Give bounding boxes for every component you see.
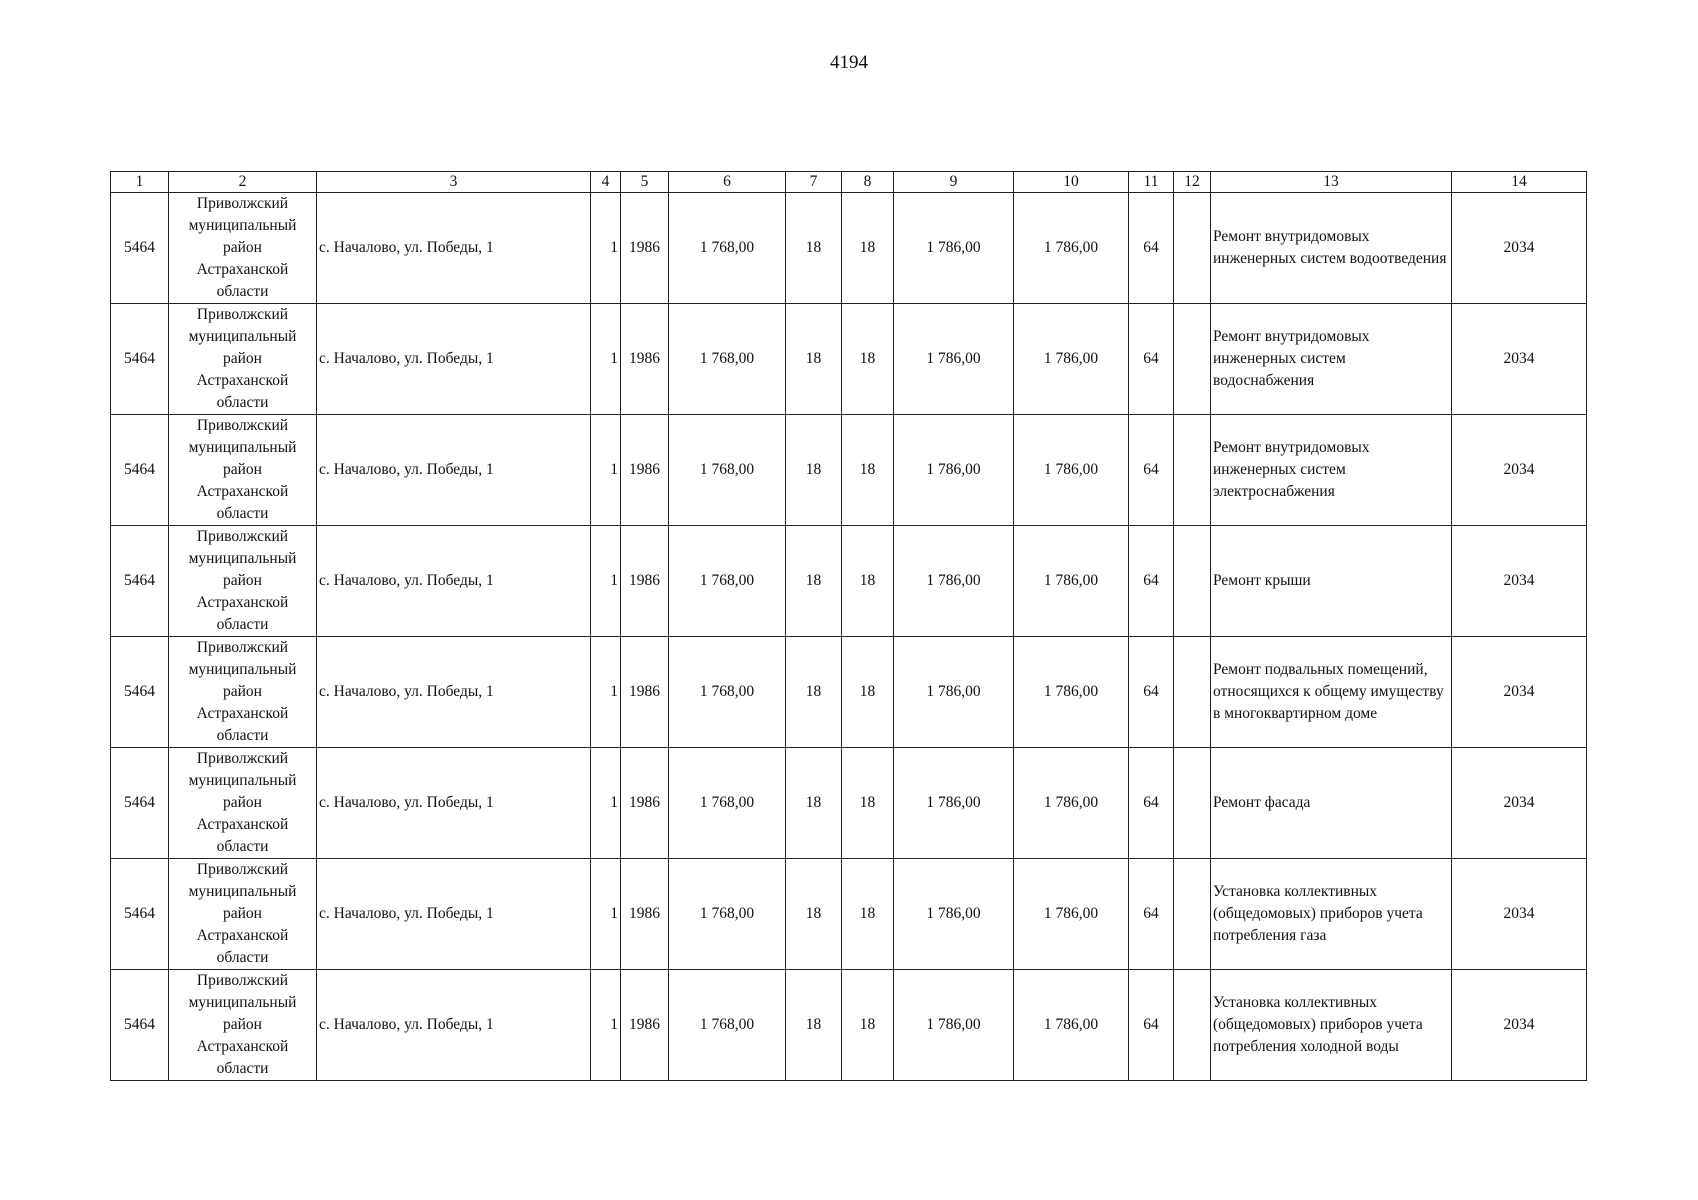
municipality-line: район: [223, 794, 262, 811]
cell-planned-year: 2034: [1452, 859, 1587, 970]
cell-address: с. Началово, ул. Победы, 1: [317, 748, 591, 859]
cell-col-10: 1 786,00: [1014, 193, 1129, 304]
cell-record-number: 5464: [111, 970, 169, 1081]
cell-col-11: 64: [1129, 193, 1174, 304]
cell-col-6: 1 768,00: [669, 526, 786, 637]
cell-col-5: 1986: [621, 637, 669, 748]
cell-col-7: 18: [786, 970, 842, 1081]
cell-col-7: 18: [786, 748, 842, 859]
municipality-line: район: [223, 461, 262, 478]
municipality-line: Приволжский: [196, 861, 289, 878]
cell-col-4: 1: [591, 748, 621, 859]
municipality-line: Астраханской: [196, 372, 289, 389]
cell-col-8: 18: [842, 859, 894, 970]
municipality-line: муниципальный: [188, 883, 297, 900]
municipality-line: области: [216, 727, 269, 744]
municipality-line: Астраханской: [196, 1038, 289, 1055]
cell-col-11: 64: [1129, 526, 1174, 637]
cell-col-12: [1174, 415, 1211, 526]
cell-col-10: 1 786,00: [1014, 748, 1129, 859]
cell-address: с. Началово, ул. Победы, 1: [317, 970, 591, 1081]
cell-address: с. Началово, ул. Победы, 1: [317, 415, 591, 526]
cell-col-6: 1 768,00: [669, 970, 786, 1081]
column-header-9: 9: [894, 172, 1014, 193]
column-header-13: 13: [1211, 172, 1452, 193]
cell-col-12: [1174, 637, 1211, 748]
municipality-line: области: [216, 283, 269, 300]
cell-col-10: 1 786,00: [1014, 859, 1129, 970]
cell-col-6: 1 768,00: [669, 637, 786, 748]
cell-col-8: 18: [842, 526, 894, 637]
cell-record-number: 5464: [111, 526, 169, 637]
cell-municipality: [169, 637, 317, 748]
column-header-10: 10: [1014, 172, 1129, 193]
municipality-line: области: [216, 838, 269, 855]
cell-col-4: 1: [591, 859, 621, 970]
column-header-11: 11: [1129, 172, 1174, 193]
cell-col-6: 1 768,00: [669, 859, 786, 970]
cell-col-12: [1174, 304, 1211, 415]
cell-col-10: 1 786,00: [1014, 526, 1129, 637]
cell-col-5: 1986: [621, 970, 669, 1081]
cell-municipality: [169, 526, 317, 637]
cell-col-11: 64: [1129, 859, 1174, 970]
cell-col-4: 1: [591, 970, 621, 1081]
cell-planned-year: 2034: [1452, 526, 1587, 637]
municipality-line: Астраханской: [196, 261, 289, 278]
page-number: 4194: [830, 52, 868, 73]
cell-col-9: 1 786,00: [894, 970, 1014, 1081]
cell-work-type: Установка коллективных (общедомовых) приборов учета потребления холодной воды: [1211, 970, 1452, 1081]
cell-col-5: 1986: [621, 526, 669, 637]
cell-col-8: 18: [842, 415, 894, 526]
municipality-line: район: [223, 239, 262, 256]
column-number-row: [111, 172, 1587, 193]
table-body: [111, 193, 1587, 1081]
cell-col-6: 1 768,00: [669, 193, 786, 304]
cell-col-9: 1 786,00: [894, 859, 1014, 970]
cell-col-11: 64: [1129, 304, 1174, 415]
cell-record-number: 5464: [111, 304, 169, 415]
cell-address: с. Началово, ул. Победы, 1: [317, 637, 591, 748]
cell-col-9: 1 786,00: [894, 526, 1014, 637]
municipality-line: муниципальный: [188, 661, 297, 678]
cell-col-5: 1986: [621, 859, 669, 970]
table-row: [111, 304, 1587, 415]
municipality-line: муниципальный: [188, 328, 297, 345]
cell-col-11: 64: [1129, 415, 1174, 526]
municipality-line: Астраханской: [196, 927, 289, 944]
cell-work-type: Установка коллективных (общедомовых) приборов учета потребления газа: [1211, 859, 1452, 970]
cell-municipality: [169, 970, 317, 1081]
column-header-6: 6: [669, 172, 786, 193]
cell-col-12: [1174, 526, 1211, 637]
cell-planned-year: 2034: [1452, 304, 1587, 415]
cell-col-12: [1174, 970, 1211, 1081]
cell-col-6: 1 768,00: [669, 415, 786, 526]
cell-record-number: 5464: [111, 637, 169, 748]
municipality-line: муниципальный: [188, 217, 297, 234]
cell-col-12: [1174, 748, 1211, 859]
cell-col-10: 1 786,00: [1014, 415, 1129, 526]
municipality-line: Астраханской: [196, 594, 289, 611]
cell-col-9: 1 786,00: [894, 193, 1014, 304]
cell-col-9: 1 786,00: [894, 304, 1014, 415]
cell-col-10: 1 786,00: [1014, 637, 1129, 748]
cell-col-12: [1174, 193, 1211, 304]
cell-col-8: 18: [842, 970, 894, 1081]
municipality-line: Астраханской: [196, 816, 289, 833]
municipality-line: муниципальный: [188, 772, 297, 789]
column-header-7: 7: [786, 172, 842, 193]
table-row: [111, 748, 1587, 859]
cell-municipality: [169, 859, 317, 970]
municipality-line: Приволжский: [196, 750, 289, 767]
municipality-line: район: [223, 1016, 262, 1033]
cell-planned-year: 2034: [1452, 637, 1587, 748]
cell-work-type: Ремонт подвальных помещений, относящихся к общему имуществу в многоквартирном доме: [1211, 637, 1452, 748]
column-header-8: 8: [842, 172, 894, 193]
municipality-line: Приволжский: [196, 639, 289, 656]
table-row: [111, 859, 1587, 970]
municipality-line: Приволжский: [196, 306, 289, 323]
cell-col-8: 18: [842, 748, 894, 859]
cell-col-8: 18: [842, 193, 894, 304]
cell-record-number: 5464: [111, 193, 169, 304]
cell-col-4: 1: [591, 304, 621, 415]
municipality-line: Приволжский: [196, 972, 289, 989]
table-row: [111, 970, 1587, 1081]
cell-col-7: 18: [786, 526, 842, 637]
cell-col-8: 18: [842, 304, 894, 415]
cell-work-type: Ремонт внутридомовых инженерных систем электроснабжения: [1211, 415, 1452, 526]
cell-record-number: 5464: [111, 859, 169, 970]
cell-address: с. Началово, ул. Победы, 1: [317, 859, 591, 970]
column-header-12: 12: [1174, 172, 1211, 193]
cell-col-11: 64: [1129, 637, 1174, 748]
column-header-3: 3: [317, 172, 591, 193]
cell-planned-year: 2034: [1452, 415, 1587, 526]
cell-municipality: [169, 415, 317, 526]
municipality-line: муниципальный: [188, 550, 297, 567]
municipality-line: Приволжский: [196, 195, 289, 212]
cell-address: с. Началово, ул. Победы, 1: [317, 304, 591, 415]
cell-work-type: Ремонт фасада: [1211, 748, 1452, 859]
cell-col-9: 1 786,00: [894, 637, 1014, 748]
cell-col-11: 64: [1129, 748, 1174, 859]
municipality-line: Приволжский: [196, 528, 289, 545]
cell-col-10: 1 786,00: [1014, 970, 1129, 1081]
cell-municipality: [169, 748, 317, 859]
municipality-line: район: [223, 905, 262, 922]
table-row: [111, 637, 1587, 748]
municipality-line: области: [216, 505, 269, 522]
cell-col-7: 18: [786, 637, 842, 748]
municipality-line: Приволжский: [196, 417, 289, 434]
column-header-5: 5: [621, 172, 669, 193]
cell-col-7: 18: [786, 304, 842, 415]
cell-col-4: 1: [591, 637, 621, 748]
cell-municipality: [169, 193, 317, 304]
column-header-14: 14: [1452, 172, 1587, 193]
municipality-line: муниципальный: [188, 439, 297, 456]
municipality-line: муниципальный: [188, 994, 297, 1011]
cell-address: с. Началово, ул. Победы, 1: [317, 526, 591, 637]
table-row: [111, 193, 1587, 304]
cell-col-8: 18: [842, 637, 894, 748]
cell-record-number: 5464: [111, 415, 169, 526]
column-header-2: 2: [169, 172, 317, 193]
cell-col-5: 1986: [621, 748, 669, 859]
cell-col-6: 1 768,00: [669, 304, 786, 415]
cell-municipality: [169, 304, 317, 415]
cell-col-10: 1 786,00: [1014, 304, 1129, 415]
cell-col-5: 1986: [621, 415, 669, 526]
cell-col-7: 18: [786, 859, 842, 970]
cell-planned-year: 2034: [1452, 970, 1587, 1081]
cell-col-9: 1 786,00: [894, 415, 1014, 526]
municipality-line: области: [216, 394, 269, 411]
cell-record-number: 5464: [111, 748, 169, 859]
cell-col-7: 18: [786, 415, 842, 526]
cell-work-type: Ремонт внутридомовых инженерных систем водоснабжения: [1211, 304, 1452, 415]
table-row: [111, 526, 1587, 637]
cell-col-9: 1 786,00: [894, 748, 1014, 859]
cell-work-type: Ремонт внутридомовых инженерных систем водоотведения: [1211, 193, 1452, 304]
cell-col-6: 1 768,00: [669, 748, 786, 859]
municipality-line: области: [216, 949, 269, 966]
municipality-line: район: [223, 683, 262, 700]
cell-col-4: 1: [591, 193, 621, 304]
municipality-line: Астраханской: [196, 483, 289, 500]
cell-col-12: [1174, 859, 1211, 970]
column-header-4: 4: [591, 172, 621, 193]
column-header-1: 1: [111, 172, 169, 193]
capital-repair-table: [110, 171, 1587, 1081]
cell-address: с. Началово, ул. Победы, 1: [317, 193, 591, 304]
cell-work-type: Ремонт крыши: [1211, 526, 1452, 637]
cell-col-5: 1986: [621, 304, 669, 415]
cell-col-4: 1: [591, 415, 621, 526]
cell-col-4: 1: [591, 526, 621, 637]
cell-planned-year: 2034: [1452, 748, 1587, 859]
cell-col-5: 1986: [621, 193, 669, 304]
table-row: [111, 415, 1587, 526]
municipality-line: район: [223, 350, 262, 367]
municipality-line: район: [223, 572, 262, 589]
municipality-line: области: [216, 1060, 269, 1077]
cell-planned-year: 2034: [1452, 193, 1587, 304]
municipality-line: области: [216, 616, 269, 633]
municipality-line: Астраханской: [196, 705, 289, 722]
cell-col-11: 64: [1129, 970, 1174, 1081]
cell-col-7: 18: [786, 193, 842, 304]
